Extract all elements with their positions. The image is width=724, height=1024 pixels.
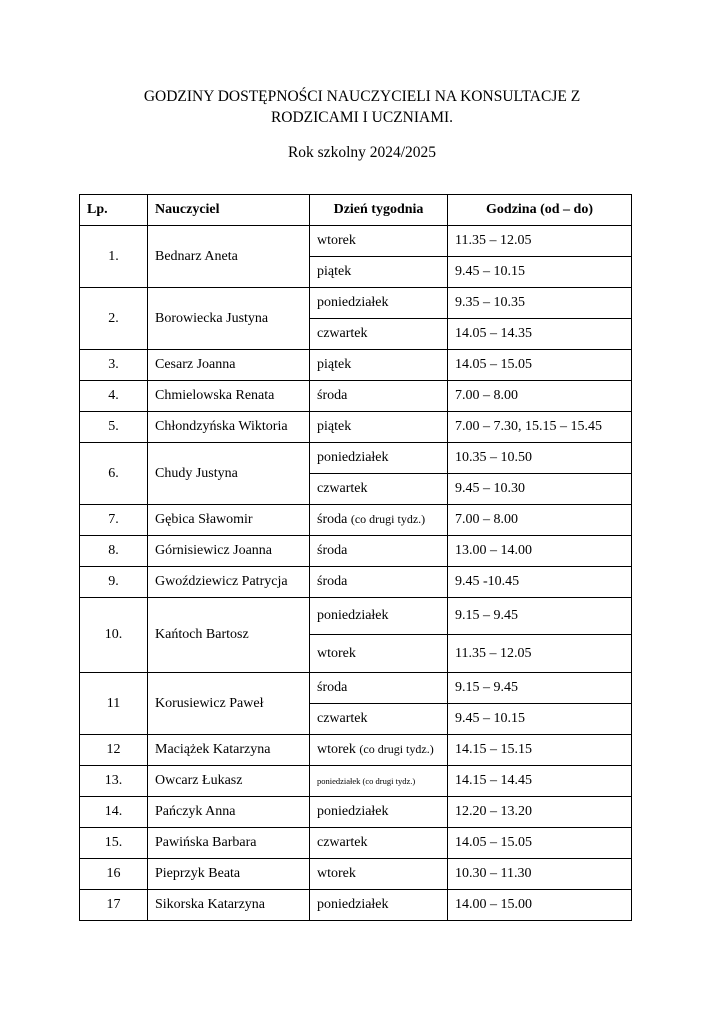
table-row	[80, 828, 632, 859]
day-name: środa	[317, 512, 348, 527]
table-row	[80, 797, 632, 828]
row-time: 9.45 – 10.15	[448, 704, 632, 735]
table-row	[80, 673, 632, 704]
table-row	[80, 536, 632, 567]
header-day: Dzień tygodnia	[310, 195, 448, 226]
table-header	[80, 195, 632, 226]
row-day: wtorek	[310, 859, 448, 890]
row-day: poniedziałek (co drugi tydz.)	[310, 766, 448, 797]
row-time: 7.00 – 8.00	[448, 505, 632, 536]
row-lp: 11	[80, 673, 148, 735]
row-time: 10.35 – 10.50	[448, 443, 632, 474]
title-line-1: GODZINY DOSTĘPNOŚCI NAUCZYCIELI NA KONSULTACJE Z	[143, 88, 581, 105]
row-lp: 12	[80, 735, 148, 766]
title-line-2: RODZICAMI I UCZNIAMI.	[270, 109, 454, 126]
day-note: (co drugi tydz.)	[359, 742, 434, 756]
row-teacher: Maciążek Katarzyna	[148, 735, 310, 766]
row-teacher: Pieprzyk Beata	[148, 859, 310, 890]
row-teacher: Sikorska Katarzyna	[148, 890, 310, 921]
row-lp: 17	[80, 890, 148, 921]
row-time: 9.35 – 10.35	[448, 288, 632, 319]
row-time: 11.35 – 12.05	[448, 635, 632, 673]
row-day: środa	[310, 536, 448, 567]
row-lp: 2.	[80, 288, 148, 350]
row-teacher: Chmielowska Renata	[148, 381, 310, 412]
table-row	[80, 859, 632, 890]
row-day: poniedziałek	[310, 890, 448, 921]
row-teacher: Cesarz Joanna	[148, 350, 310, 381]
header-row	[80, 195, 632, 226]
table-row	[80, 735, 632, 766]
table-row	[80, 412, 632, 443]
row-day: czwartek	[310, 319, 448, 350]
row-day: środa	[310, 673, 448, 704]
row-teacher: Bednarz Aneta	[148, 226, 310, 288]
row-time: 14.05 – 14.35	[448, 319, 632, 350]
row-teacher: Pańczyk Anna	[148, 797, 310, 828]
row-lp: 5.	[80, 412, 148, 443]
row-day: czwartek	[310, 474, 448, 505]
row-day: poniedziałek	[310, 443, 448, 474]
consultation-table	[79, 194, 632, 921]
row-day	[310, 505, 448, 536]
row-day: czwartek	[310, 828, 448, 859]
row-teacher: Gębica Sławomir	[148, 505, 310, 536]
row-lp: 6.	[80, 443, 148, 505]
row-time: 10.30 – 11.30	[448, 859, 632, 890]
table-row	[80, 890, 632, 921]
table-row	[80, 350, 632, 381]
row-time: 9.45 -10.45	[448, 567, 632, 598]
row-teacher: Chłondzyńska Wiktoria	[148, 412, 310, 443]
table-row	[80, 598, 632, 635]
row-time: 14.05 – 15.05	[448, 350, 632, 381]
table-row	[80, 381, 632, 412]
row-day: czwartek	[310, 704, 448, 735]
school-year: Rok szkolny 2024/2025	[287, 144, 437, 161]
row-day: poniedziałek	[310, 288, 448, 319]
row-time: 13.00 – 14.00	[448, 536, 632, 567]
row-time: 9.15 – 9.45	[448, 598, 632, 635]
header-time: Godzina (od – do)	[448, 195, 632, 226]
row-lp: 3.	[80, 350, 148, 381]
row-day: piątek	[310, 350, 448, 381]
table-row	[80, 567, 632, 598]
row-teacher: Pawińska Barbara	[148, 828, 310, 859]
row-teacher: Górnisiewicz Joanna	[148, 536, 310, 567]
table-row	[80, 505, 632, 536]
document-title	[0, 86, 724, 128]
row-time: 12.20 – 13.20	[448, 797, 632, 828]
header-teacher: Nauczyciel	[148, 195, 310, 226]
table-row	[80, 766, 632, 797]
row-teacher: Chudy Justyna	[148, 443, 310, 505]
row-time: 14.15 – 14.45	[448, 766, 632, 797]
row-time: 11.35 – 12.05	[448, 226, 632, 257]
row-time: 7.00 – 7.30, 15.15 – 15.45	[448, 412, 632, 443]
row-teacher: Borowiecka Justyna	[148, 288, 310, 350]
header-lp: Lp.	[80, 195, 148, 226]
row-time: 9.45 – 10.30	[448, 474, 632, 505]
row-lp: 8.	[80, 536, 148, 567]
row-lp: 9.	[80, 567, 148, 598]
row-day	[310, 735, 448, 766]
row-day: środa	[310, 381, 448, 412]
row-day: poniedziałek	[310, 598, 448, 635]
day-note: (co drugi tydz.)	[350, 512, 426, 526]
row-lp: 15.	[80, 828, 148, 859]
row-teacher: Owcarz Łukasz	[148, 766, 310, 797]
row-lp: 10.	[80, 598, 148, 673]
row-day: piątek	[310, 412, 448, 443]
table-body	[80, 226, 632, 921]
row-lp: 1.	[80, 226, 148, 288]
row-time: 7.00 – 8.00	[448, 381, 632, 412]
table-row	[80, 226, 632, 257]
row-time: 14.05 – 15.05	[448, 828, 632, 859]
row-day: środa	[310, 567, 448, 598]
row-day: wtorek	[310, 635, 448, 673]
row-lp: 14.	[80, 797, 148, 828]
row-teacher: Kańtoch Bartosz	[148, 598, 310, 673]
row-lp: 4.	[80, 381, 148, 412]
row-teacher: Gwoździewicz Patrycja	[148, 567, 310, 598]
day-name: wtorek	[317, 742, 356, 757]
row-lp: 7.	[80, 505, 148, 536]
row-time: 14.00 – 15.00	[448, 890, 632, 921]
table-row	[80, 443, 632, 474]
row-lp: 13.	[80, 766, 148, 797]
row-lp: 16	[80, 859, 148, 890]
row-day: piątek	[310, 257, 448, 288]
row-teacher: Korusiewicz Paweł	[148, 673, 310, 735]
row-day: poniedziałek	[310, 797, 448, 828]
row-time: 9.15 – 9.45	[448, 673, 632, 704]
table-row	[80, 288, 632, 319]
row-day: wtorek	[310, 226, 448, 257]
row-time: 14.15 – 15.15	[448, 735, 632, 766]
row-time: 9.45 – 10.15	[448, 257, 632, 288]
